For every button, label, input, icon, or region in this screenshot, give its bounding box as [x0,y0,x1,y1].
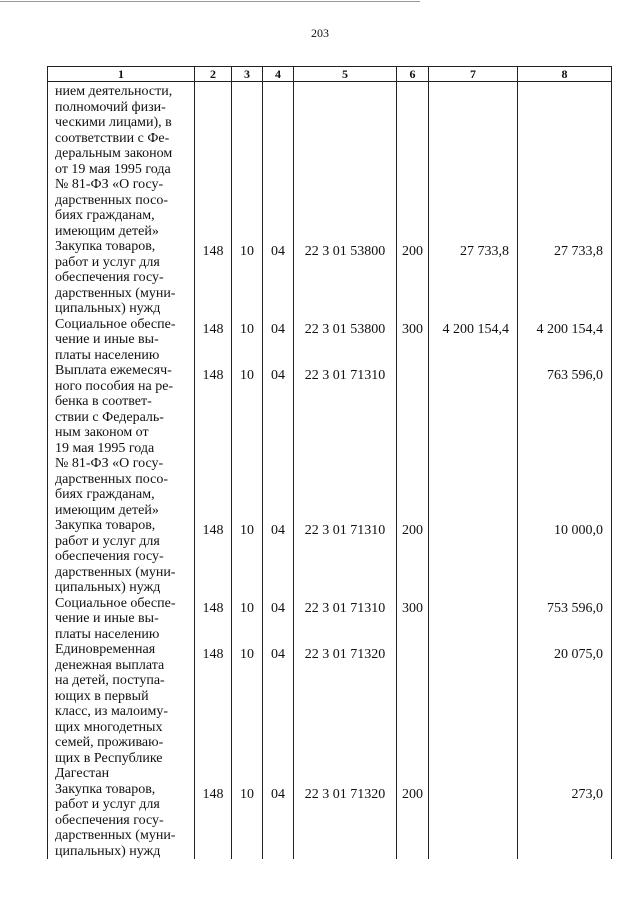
cell-c8: 4 200 154,4 [518,317,612,364]
table-row [48,82,612,240]
row-name-line: деральным законом [55,146,173,161]
table-row [48,596,612,643]
row-name-line: Выплата ежемесяч- [55,363,172,378]
cell-c2: 148 [195,518,232,596]
cell-c3: 10 [232,239,263,317]
cell-c3 [232,82,263,240]
cell-c8: 20 075,0 [518,642,612,782]
row-name-line: ципальных) нужд [55,843,161,859]
cell-c7: 27 733,8 [429,239,518,317]
column-header: 2 [195,67,232,82]
row-name-line: Закупка товаров, [55,781,156,797]
cell-c8: 27 733,8 [518,239,612,317]
row-name-line: денежная выплата [55,657,165,673]
cell-c4: 04 [263,239,294,317]
cell-c4 [263,82,294,240]
row-name-line: № 81-ФЗ «О госу- [55,177,164,192]
row-name-line: платы населению [55,347,160,363]
row-name-line: Дагестан [55,766,110,781]
row-name-line: работ и услуг для [55,533,160,549]
cell-c6 [397,363,429,518]
page-number: 203 [311,26,329,40]
table-row [48,518,612,596]
cell-c2: 148 [195,596,232,643]
row-name-line: платы населению [55,626,160,642]
row-name-line: ствии с Федераль- [55,409,164,425]
cell-c7: 4 200 154,4 [429,317,518,364]
row-name-line: дарственных (муни- [55,828,176,843]
row-name-cell [48,596,195,643]
column-header: 8 [518,67,612,82]
table-row [48,782,612,860]
cell-c4: 04 [263,363,294,518]
cell-c5: 22 3 01 71310 [294,596,397,643]
cell-c5: 22 3 01 71310 [294,518,397,596]
row-name-line: класс, из малоиму- [55,704,169,719]
cell-c8: 753 596,0 [518,596,612,643]
row-name-line: дарственных (муни- [55,285,176,301]
cell-c8: 273,0 [518,782,612,860]
row-name-cell [48,82,195,240]
cell-c5: 22 3 01 53800 [294,239,397,317]
row-name-line: дарственных посо- [55,471,169,487]
row-name-line: имеющим детей» [55,223,159,239]
row-name-line: № 81-ФЗ «О госу- [55,456,164,471]
cell-c7 [429,782,518,860]
cell-c8 [518,82,612,240]
cell-c6: 300 [397,317,429,364]
row-name-line: щих в Республике [55,750,163,766]
cell-c6: 300 [397,596,429,643]
cell-c2: 148 [195,363,232,518]
row-name-cell [48,518,195,596]
column-header: 3 [232,67,263,82]
cell-c4: 04 [263,782,294,860]
cell-c5 [294,82,397,240]
cell-c2: 148 [195,317,232,364]
row-name-line: Единовременная [55,642,156,657]
row-name-cell [48,239,195,317]
row-name-line: бенка в соответ- [55,394,152,409]
row-name-line: чение и иные вы- [55,332,159,347]
row-name-line: работ и услуг для [55,797,160,812]
cell-c3: 10 [232,518,263,596]
table-header-row [48,67,612,82]
row-name-line: чение и иные вы- [55,611,159,626]
column-header: 4 [263,67,294,82]
cell-c3: 10 [232,596,263,643]
table-row [48,317,612,364]
cell-c7 [429,518,518,596]
cell-c7 [429,642,518,782]
cell-c4: 04 [263,596,294,643]
row-name-line: обеспечения госу- [55,270,164,285]
cell-c8: 10 000,0 [518,518,612,596]
column-header: 6 [397,67,429,82]
cell-c3: 10 [232,782,263,860]
table-body [48,82,612,860]
row-name-line: биях гражданам, [55,208,155,223]
cell-c5: 22 3 01 71310 [294,363,397,518]
row-name-line: ного пособия на ре- [55,378,174,394]
row-name-line: щих многодетных [55,719,163,735]
column-header: 5 [294,67,397,82]
cell-c2: 148 [195,239,232,317]
row-name-line: дарственных (муни- [55,564,176,580]
row-name-cell [48,782,195,860]
cell-c2 [195,82,232,240]
row-name-line: Закупка товаров, [55,239,156,254]
row-name-line: имеющим детей» [55,502,159,518]
row-name-cell [48,642,195,782]
cell-c5: 22 3 01 71320 [294,782,397,860]
column-header: 7 [429,67,518,82]
row-name-line: Социальное обеспе- [55,316,176,332]
cell-c4: 04 [263,317,294,364]
column-header: 1 [48,67,195,82]
row-name-line: семей, проживаю- [55,735,164,750]
row-name-line: работ и услуг для [55,254,160,270]
row-name-line: ным законом от [55,425,149,440]
cell-c2: 148 [195,782,232,860]
row-name-line: полномочий физи- [55,99,166,115]
cell-c6 [397,82,429,240]
cell-c7 [429,363,518,518]
row-name-line: ципальных) нужд [55,580,161,595]
row-name-line: ческими лицами), в [55,115,172,130]
table-row [48,642,612,782]
row-name-line: обеспечения госу- [55,812,164,828]
cell-c6: 200 [397,518,429,596]
row-name-line: обеспечения госу- [55,549,164,564]
row-name-line: соответствии с Фе- [55,130,170,146]
cell-c6: 200 [397,782,429,860]
cell-c4: 04 [263,642,294,782]
row-name-line: дарственных посо- [55,192,169,208]
row-name-line: Социальное обеспе- [55,595,176,611]
cell-c3: 10 [232,317,263,364]
cell-c5: 22 3 01 71320 [294,642,397,782]
cell-c6: 200 [397,239,429,317]
row-name-cell [48,317,195,364]
cell-c2: 148 [195,642,232,782]
row-name-cell [48,363,195,518]
row-name-line: биях гражданам, [55,487,155,502]
cell-c8: 763 596,0 [518,363,612,518]
budget-table [47,66,612,859]
row-name-line: Закупка товаров, [55,518,156,533]
row-name-line: ющих в первый [55,688,149,704]
cell-c7 [429,596,518,643]
row-name-line: на детей, поступа- [55,673,165,688]
row-name-line: от 19 мая 1995 года [55,161,171,177]
cell-c7 [429,82,518,240]
row-name-line: нием деятельности, [55,84,173,99]
table-row [48,363,612,518]
cell-c3: 10 [232,642,263,782]
top-scan-edge-line [0,1,420,2]
cell-c6 [397,642,429,782]
table-row [48,239,612,317]
row-name-line: ципальных) нужд [55,301,161,316]
cell-c5: 22 3 01 53800 [294,317,397,364]
cell-c3: 10 [232,363,263,518]
row-name-line: 19 мая 1995 года [55,440,155,456]
cell-c4: 04 [263,518,294,596]
